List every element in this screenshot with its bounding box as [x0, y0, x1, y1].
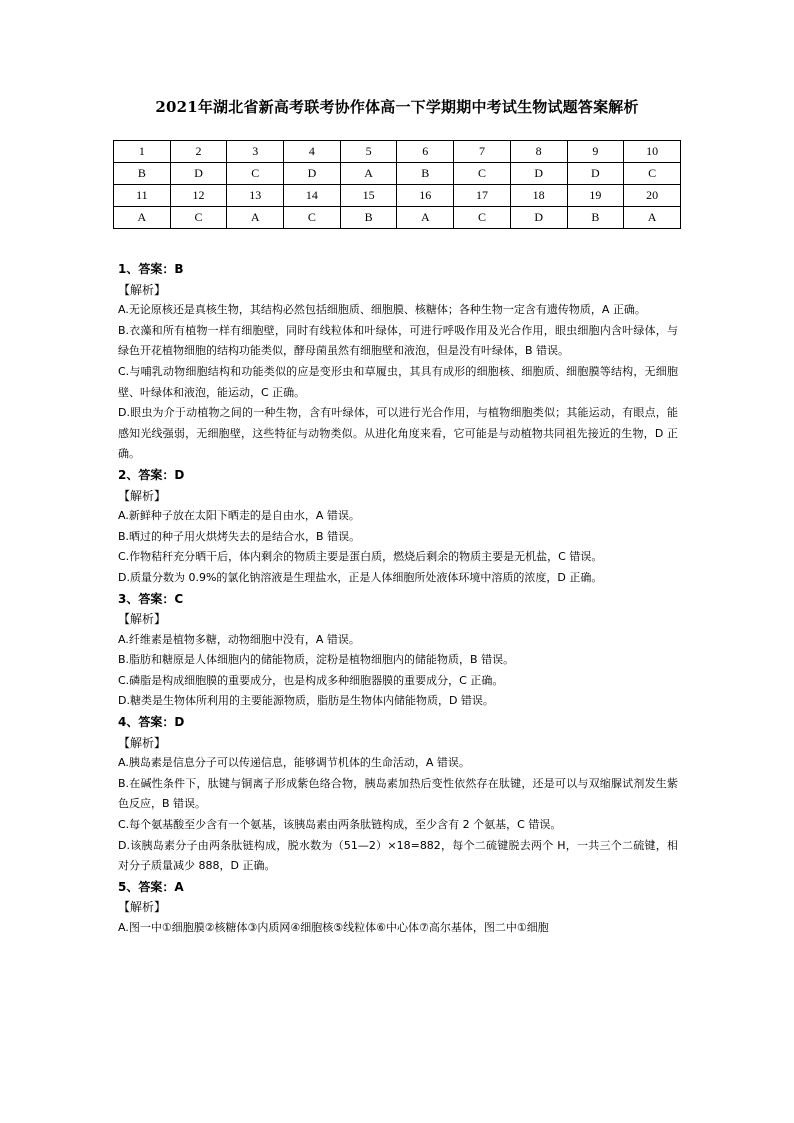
- table-cell: C: [170, 207, 227, 229]
- table-cell: 12: [170, 185, 227, 207]
- table-cell: 16: [397, 185, 454, 207]
- answer-line: 3、答案：C: [118, 591, 184, 606]
- analysis-label: 【解析】: [118, 612, 167, 627]
- option-explanation: A.纤维素是植物多糖，动物细胞中没有，A 错误。: [118, 632, 360, 646]
- option-explanation: D.眼虫为介于动植物之间的一种生物，含有叶绿体，可以进行光合作用，与植物细胞类似；其能运动，有眼点，能感知光线强弱，无细胞壁，这些特征与动物类似。从进化角度来看，它可能是与动植物共同祖先接近的生物，D 正确。: [118, 406, 678, 461]
- table-cell: 17: [454, 185, 511, 207]
- option-explanation: C.作物秸秆充分晒干后，体内剩余的物质主要是蛋白质，燃烧后剩余的物质主要是无机盐，C 错误。: [118, 550, 603, 564]
- question-analysis: [118, 259, 678, 465]
- table-row: [114, 185, 681, 207]
- answer-line: 1、答案：B: [118, 262, 184, 276]
- table-cell: 4: [284, 141, 341, 163]
- table-cell: 3: [227, 141, 284, 163]
- option-explanation: A.新鲜种子放在太阳下晒走的是自由水，A 错误。: [118, 509, 360, 523]
- table-cell: 11: [114, 185, 171, 207]
- analysis-label: 【解析】: [118, 488, 167, 503]
- option-explanation: B.在碱性条件下，肽键与铜离子形成紫色络合物，胰岛素加热后变性依然存在肽键，还是可以与双缩脲试剂发生紫色反应，B 错误。: [118, 776, 678, 811]
- table-cell: 5: [340, 141, 397, 163]
- table-cell: 6: [397, 141, 454, 163]
- page-title: 2021年湖北省新高考联考协作体高一下学期期中考试生物试题答案解析: [155, 98, 639, 116]
- option-explanation: A.胰岛素是信息分子可以传递信息，能够调节机体的生命活动，A 错误。: [118, 756, 470, 770]
- table-cell: A: [227, 207, 284, 229]
- analysis-content: [118, 259, 678, 939]
- option-explanation: C.与哺乳动物细胞结构和功能类似的应是变形虫和草履虫，其具有成形的细胞核、细胞质、细胞膜等结构，无细胞壁、叶绿体和液泡，能运动，C 正确。: [118, 364, 678, 399]
- table-cell: D: [510, 207, 567, 229]
- table-cell: 15: [340, 185, 397, 207]
- option-explanation: D.该胰岛素分子由两条肽链构成，脱水数为（51—2）×18=882，每个二硫键脱去两个 H，一共三个二硫键，相对分子质量减少 888，D 正确。: [118, 838, 678, 873]
- table-cell: A: [624, 207, 681, 229]
- table-row: [114, 141, 681, 163]
- table-cell: A: [340, 163, 397, 185]
- table-cell: 20: [624, 185, 681, 207]
- option-explanation: C.每个氨基酸至少含有一个氨基，该胰岛素由两条肽链构成，至少含有 2 个氨基，C 错误。: [118, 818, 562, 832]
- table-cell: C: [454, 207, 511, 229]
- table-cell: 8: [510, 141, 567, 163]
- option-explanation: A.无论原核还是真核生物，其结构必然包括细胞质、细胞膜、核糖体；各种生物一定含有遗传物质，A 正确。: [118, 303, 646, 317]
- question-analysis: [118, 465, 678, 589]
- table-cell: 7: [454, 141, 511, 163]
- answer-line: 2、答案：D: [118, 467, 185, 482]
- table-cell: 9: [567, 141, 624, 163]
- table-cell: 10: [624, 141, 681, 163]
- table-cell: 14: [284, 185, 341, 207]
- table-cell: C: [284, 207, 341, 229]
- table-cell: B: [567, 207, 624, 229]
- table-row: [114, 163, 681, 185]
- analysis-label: 【解析】: [118, 900, 167, 915]
- table-cell: 13: [227, 185, 284, 207]
- table-cell: C: [454, 163, 511, 185]
- table-cell: A: [114, 207, 171, 229]
- table-cell: D: [567, 163, 624, 185]
- table-cell: C: [624, 163, 681, 185]
- question-analysis: [118, 589, 678, 713]
- answer-line: 4、答案：D: [118, 715, 185, 730]
- option-explanation: A.图一中①细胞膜②核糖体③内质网④细胞核⑤线粒体⑥中心体⑦高尔基体，图二中①细胞: [118, 921, 549, 934]
- table-cell: 2: [170, 141, 227, 163]
- table-cell: D: [510, 163, 567, 185]
- answer-table: [113, 140, 681, 229]
- table-cell: D: [170, 163, 227, 185]
- table-row: [114, 207, 681, 229]
- table-cell: B: [397, 163, 454, 185]
- table-cell: 18: [510, 185, 567, 207]
- option-explanation: D.质量分数为 0.9%的氯化钠溶液是生理盐水，正是人体细胞所处液体环境中溶质的浓度，D 正确。: [118, 570, 603, 584]
- question-analysis: [118, 877, 678, 939]
- table-cell: B: [340, 207, 397, 229]
- option-explanation: D.糖类是生物体所利用的主要能源物质，脂肪是生物体内储能物质，D 错误。: [118, 694, 494, 708]
- table-cell: 1: [114, 141, 171, 163]
- analysis-label: 【解析】: [118, 282, 167, 297]
- answer-line: 5、答案：A: [118, 879, 184, 894]
- table-cell: 19: [567, 185, 624, 207]
- option-explanation: C.磷脂是构成细胞膜的重要成分，也是构成多种细胞器膜的重要成分，C 正确。: [118, 673, 504, 687]
- table-cell: A: [397, 207, 454, 229]
- table-cell: B: [114, 163, 171, 185]
- analysis-label: 【解析】: [118, 735, 167, 750]
- table-cell: C: [227, 163, 284, 185]
- option-explanation: B.脂肪和糖原是人体细胞内的储能物质，淀粉是植物细胞内的储能物质，B 错误。: [118, 653, 515, 667]
- option-explanation: B.衣藻和所有植物一样有细胞壁，同时有线粒体和叶绿体，可进行呼吸作用及光合作用，眼虫细胞内含叶绿体，与绿色开花植物细胞的结构功能类似，酵母菌虽然有细胞壁和液泡，但是没有叶绿体，B 错误。: [118, 323, 678, 358]
- option-explanation: B.晒过的种子用火烘烤失去的是结合水，B 错误。: [118, 529, 361, 543]
- question-analysis: [118, 712, 678, 877]
- table-cell: D: [284, 163, 341, 185]
